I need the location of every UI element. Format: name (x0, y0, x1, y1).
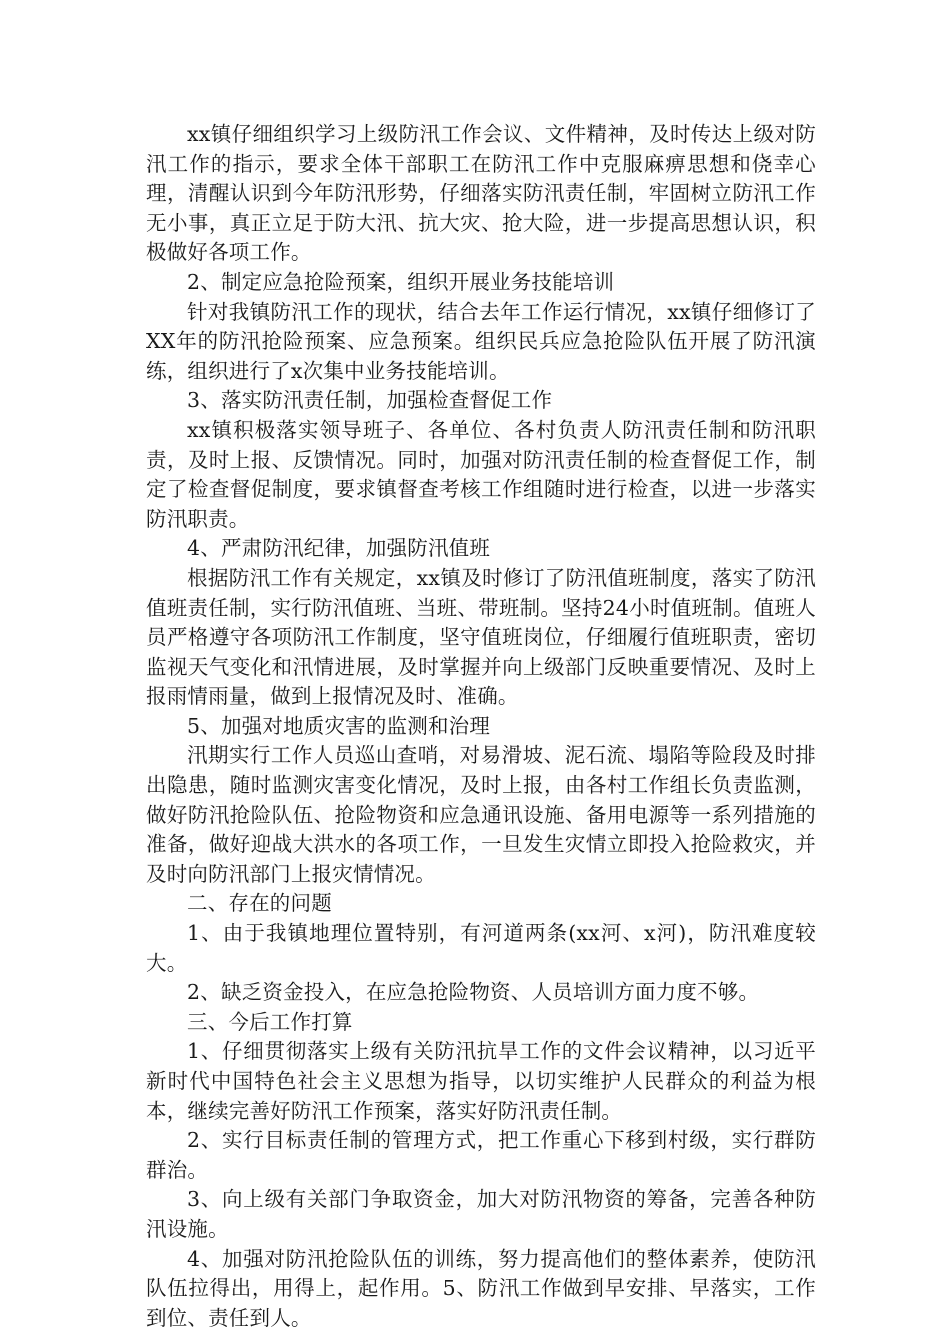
section-heading: 三、今后工作打算 (187, 1009, 353, 1034)
body-paragraph: 1、仔细贯彻落实上级有关防汛抗旱工作的文件会议精神，以习近平新时代中国特色社会主义思想为指导，以切实维护人民群众的利益为根本，继续完善好防汛工作预案，落实好防汛责任制。 (146, 1039, 816, 1123)
body-paragraph: 2、缺乏资金投入，在应急抢险物资、人员培训方面力度不够。 (187, 980, 760, 1005)
body-paragraph: xx镇积极落实领导班子、各单位、各村负责人防汛责任制和防汛职责，及时上报、反馈情况。同时，加强对防汛责任制的检查督促工作，制定了检查督促制度，要求镇督查考核工作组随时进行检查，以进一步落实防汛职责。 (146, 417, 816, 531)
document-body (146, 120, 816, 1333)
body-paragraph: 针对我镇防汛工作的现状，结合去年工作运行情况，xx镇仔细修订了XX年的防汛抢险预案、应急预案。组织民兵应急抢险队伍开展了防汛演练，组织进行了x次集中业务技能培训。 (146, 299, 816, 383)
section-heading: 4、严肃防汛纪律，加强防汛值班 (187, 536, 491, 561)
body-paragraph: 3、向上级有关部门争取资金，加大对防汛物资的筹备，完善各种防汛设施。 (146, 1187, 816, 1241)
section-heading: 二、存在的问题 (187, 891, 332, 916)
section-heading: 3、落实防汛责任制，加强检查督促工作 (187, 388, 553, 413)
body-paragraph: 根据防汛工作有关规定，xx镇及时修订了防汛值班制度，落实了防汛值班责任制，实行防汛值班、当班、带班制。坚持24小时值班制。值班人员严格遵守各项防汛工作制度，坚守值班岗位，仔细履行值班职责，密切监视天气变化和汛情进展，及时掌握并向上级部门反映重要情况、及时上报雨情雨量，做到上报情况及时、准确。 (146, 565, 816, 709)
body-paragraph: 汛期实行工作人员巡山查哨，对易滑坡、泥石流、塌陷等险段及时排出隐患，随时监测灾害变化情况，及时上报，由各村工作组长负责监测，做好防汛抢险队伍、抢险物资和应急通讯设施、备用电源等一系列措施的准备，做好迎战大洪水的各项工作，一旦发生灾情立即投入抢险救灾，并及时向防汛部门上报灾情情况。 (146, 743, 816, 886)
section-heading: 2、制定应急抢险预案，组织开展业务技能培训 (187, 269, 615, 294)
body-paragraph: xx镇仔细组织学习上级防汛工作会议、文件精神，及时传达上级对防汛工作的指示，要求全体干部职工在防汛工作中克服麻痹思想和侥幸心理，清醒认识到今年防汛形势，仔细落实防汛责任制，牢固树立防汛工作无小事，真正立足于防大汛、抗大灾、抢大险，进一步提高思想认识，积极做好各项工作。 (146, 122, 816, 265)
body-paragraph: 2、实行目标责任制的管理方式，把工作重心下移到村级，实行群防群治。 (146, 1128, 816, 1182)
body-paragraph: 1、由于我镇地理位置特别，有河道两条(xx河、x河)，防汛难度较大。 (146, 921, 816, 975)
body-paragraph: 4、加强对防汛抢险队伍的训练，努力提高他们的整体素养，使防汛队伍拉得出，用得上，起作用。5、防汛工作做到早安排、早落实，工作到位、责任到人。 (146, 1246, 816, 1330)
section-heading: 5、加强对地质灾害的监测和治理 (187, 713, 491, 738)
